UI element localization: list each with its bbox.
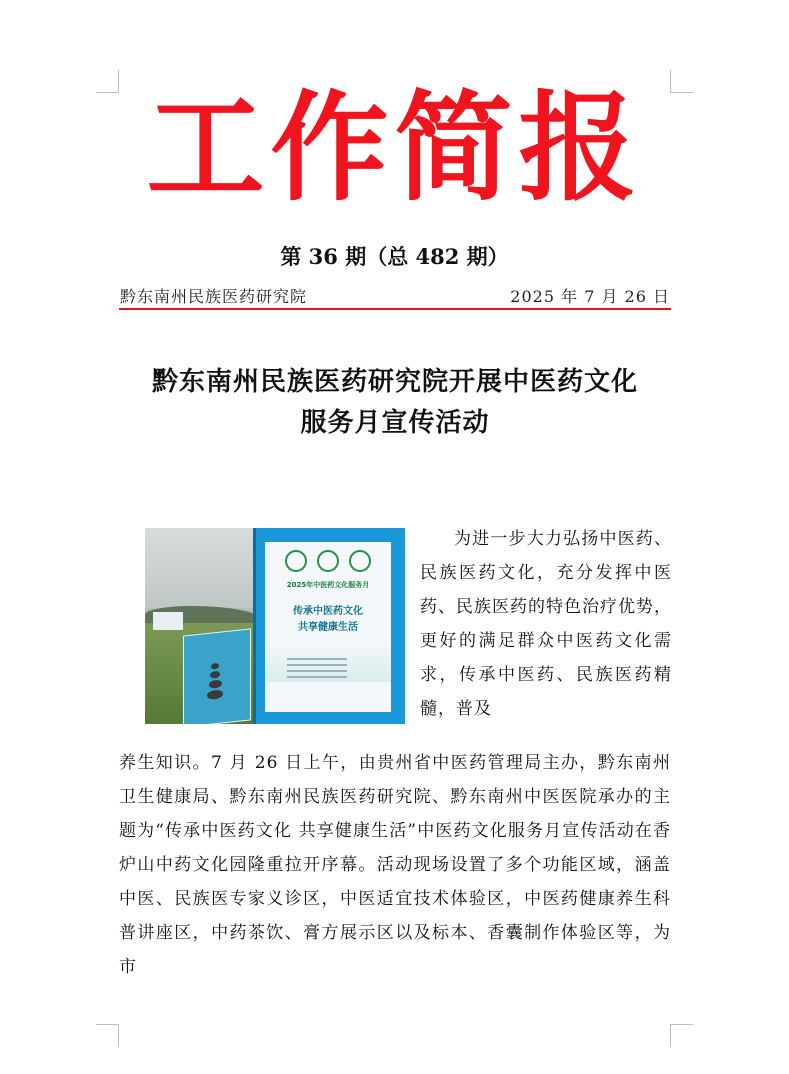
photo-poster <box>265 542 391 712</box>
logo-icon <box>349 550 371 572</box>
poster-logos <box>285 550 371 572</box>
photo-tent <box>153 612 183 630</box>
header-line <box>120 286 670 308</box>
logo-icon <box>317 550 339 572</box>
stacked-stones-icon <box>206 662 224 704</box>
article-headline <box>100 362 690 444</box>
logo-icon <box>285 550 307 572</box>
headline-line-2: 服务月宣传活动 <box>300 408 490 438</box>
organization-name: 黔东南州民族医药研究院 <box>120 287 308 306</box>
headline-line-1: 黔东南州民族医药研究院开展中医药文化 <box>151 367 638 397</box>
issue-number: 第 36 期（总 482 期） <box>280 244 509 269</box>
poster-title <box>265 604 391 636</box>
article-paragraph-wrapped: 为进一步大力弘扬中医药、民族医药文化，充分发挥中医药、民族医药的特色治疗优势，更好的满足群众中医药文化需求，传承中医药、民族医药精髓，普及 <box>420 529 672 719</box>
photo-standing-sign <box>183 628 251 724</box>
crop-mark-bottom-right <box>670 1024 693 1047</box>
poster-title-line-2: 共享健康生活 <box>298 622 358 633</box>
poster-subtitle: 2025年中医药文化服务月 <box>286 581 370 589</box>
poster-title-line-1: 传承中医药文化 <box>293 606 363 617</box>
publish-date: 2025 年 7 月 26 日 <box>510 287 670 306</box>
red-divider-rule <box>119 308 671 310</box>
poster-fine-print <box>287 658 347 682</box>
event-photo <box>145 528 405 724</box>
photo-sky <box>145 528 255 608</box>
crop-mark-bottom-left <box>96 1024 119 1047</box>
masthead-title: 工作简报 <box>146 79 643 217</box>
article-paragraph-full: 养生知识。7 月 26 日上午，由贵州省中医药管理局主办，黔东南州卫生健康局、黔东南州民族医药研究院、黔东南州中医医院承办的主题为“传承中医药文化 共享健康生活”中医药文化服务月宣传活动在香炉山中药文化园隆重拉开序幕。活动现场设置了多个功能区域，涵盖中医、民族医专家义诊区，中医适宜技术体验区，中医药健康养生科普讲座区，中药茶饮、膏方展示区以及标本、香囊制作体验区等，为市 <box>119 753 671 977</box>
